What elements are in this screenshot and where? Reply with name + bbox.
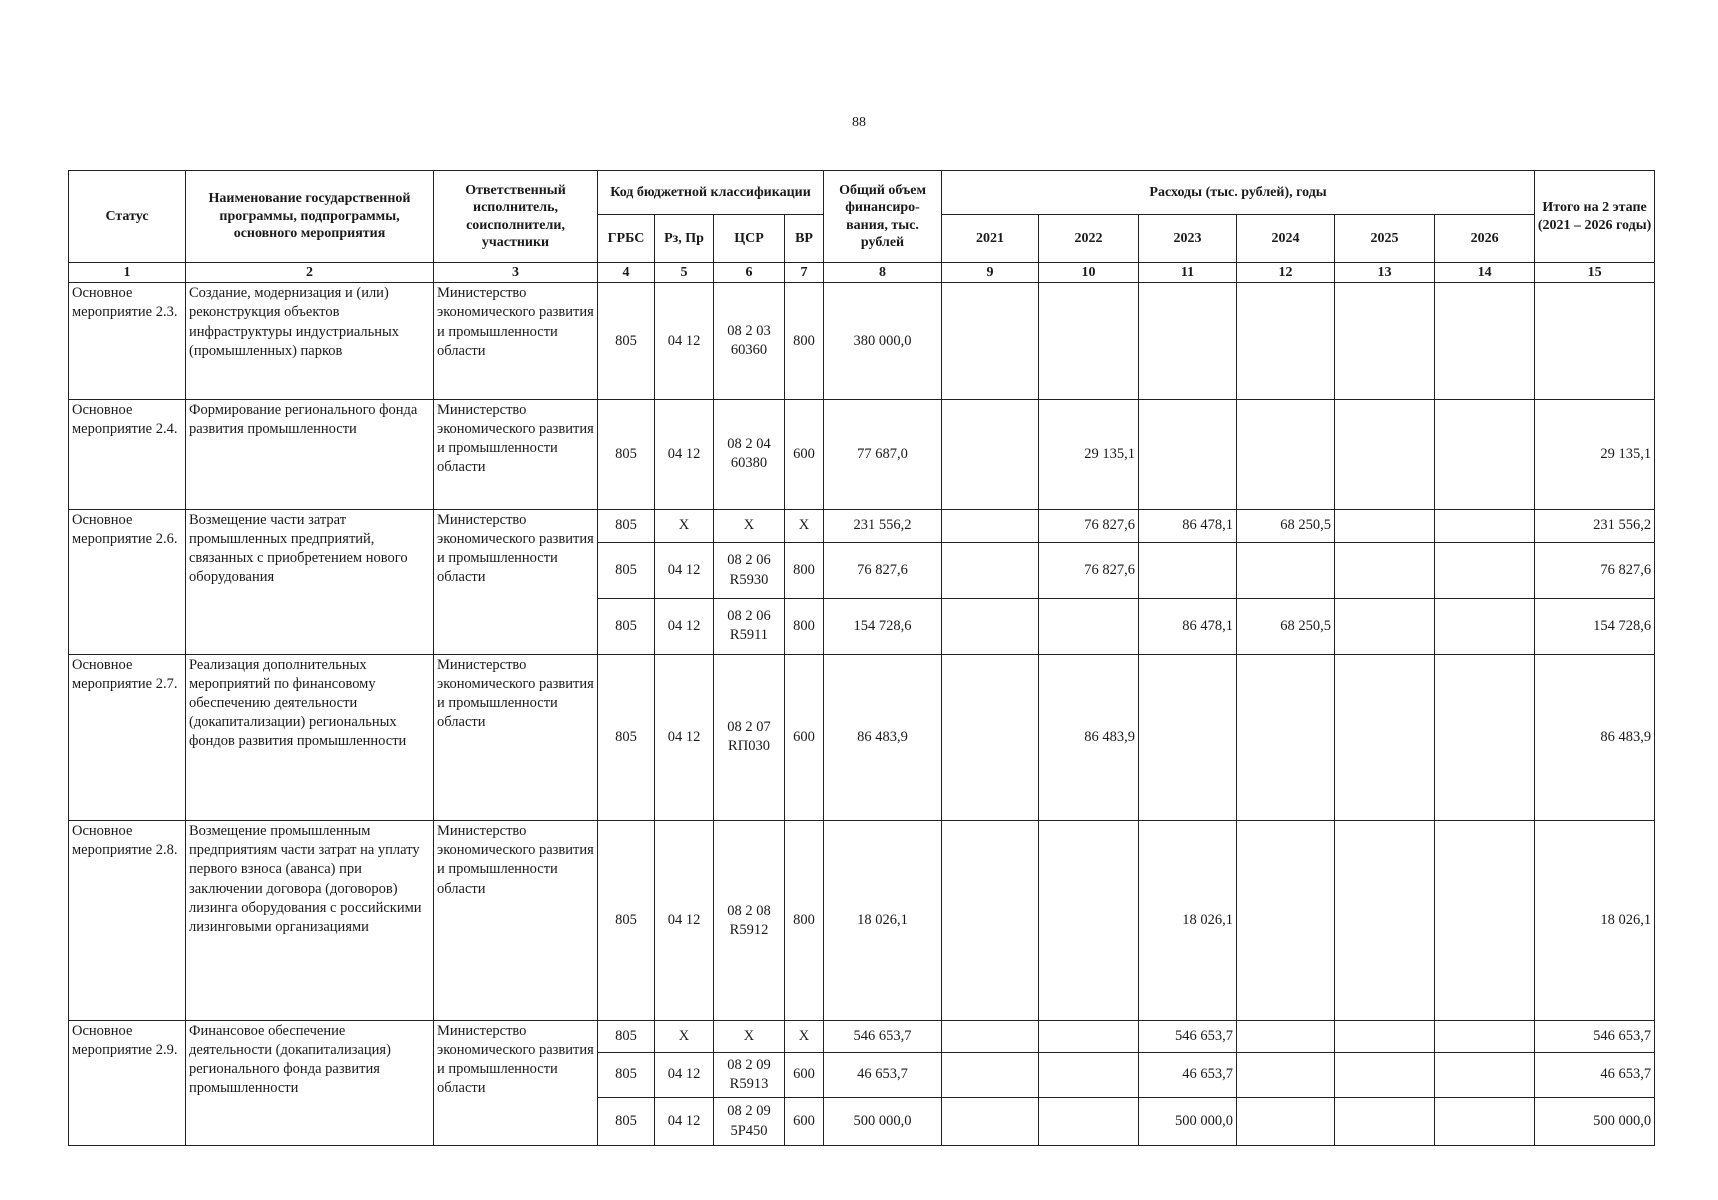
column-number: 11 xyxy=(1139,263,1237,283)
year-2026-cell xyxy=(1435,509,1535,542)
total-volume-cell: 77 687,0 xyxy=(824,400,942,510)
column-number: 6 xyxy=(714,263,785,283)
grbs-cell: 805 xyxy=(598,1052,655,1098)
column-number: 8 xyxy=(824,263,942,283)
table-row xyxy=(69,283,1655,400)
header-csr: ЦСР xyxy=(714,215,785,263)
column-number: 4 xyxy=(598,263,655,283)
year-2025-cell xyxy=(1335,1098,1435,1146)
year-2023-cell xyxy=(1139,654,1237,820)
year-2025-cell xyxy=(1335,283,1435,400)
program-name-cell: Финансовое обеспечение деятельности (докапитализация) регионального фонда развития промышленности xyxy=(186,1021,434,1146)
year-2021-cell xyxy=(942,283,1039,400)
year-2021-cell xyxy=(942,400,1039,510)
year-2026-cell xyxy=(1435,1098,1535,1146)
total-volume-cell: 46 653,7 xyxy=(824,1052,942,1098)
column-number: 14 xyxy=(1435,263,1535,283)
program-name-cell: Возмещение части затрат промышленных предприятий, связанных с приобретением нового оборудования xyxy=(186,509,434,654)
year-2025-cell xyxy=(1335,821,1435,1021)
year-2021-cell xyxy=(942,1021,1039,1052)
executor-cell: Министерство экономического развития и промышленности области xyxy=(434,509,598,654)
header-year-2021: 2021 xyxy=(942,215,1039,263)
year-2023-cell: 546 653,7 xyxy=(1139,1021,1237,1052)
year-2021-cell xyxy=(942,598,1039,654)
year-2024-cell xyxy=(1237,654,1335,820)
total-volume-cell: 500 000,0 xyxy=(824,1098,942,1146)
column-number: 13 xyxy=(1335,263,1435,283)
column-number: 3 xyxy=(434,263,598,283)
stage-total-cell: 76 827,6 xyxy=(1535,543,1655,599)
csr-cell: 08 2 08 R5912 xyxy=(714,821,785,1021)
status-cell: Основное мероприятие 2.8. xyxy=(69,821,186,1021)
executor-cell: Министерство экономического развития и промышленности области xyxy=(434,400,598,510)
total-volume-cell: 546 653,7 xyxy=(824,1021,942,1052)
stage-total-cell: 231 556,2 xyxy=(1535,509,1655,542)
rzpr-cell: 04 12 xyxy=(655,283,714,400)
year-2023-cell: 86 478,1 xyxy=(1139,509,1237,542)
year-2022-cell xyxy=(1039,598,1139,654)
program-name-cell: Возмещение промышленным предприятиям части затрат на уплату первого взноса (аванса) при заключении договора (договоров) лизинга оборудования с российскими лизинговыми организациями xyxy=(186,821,434,1021)
stage-total-cell: 46 653,7 xyxy=(1535,1052,1655,1098)
column-number-row xyxy=(69,263,1655,283)
year-2021-cell xyxy=(942,821,1039,1021)
year-2024-cell xyxy=(1237,1052,1335,1098)
year-2023-cell: 86 478,1 xyxy=(1139,598,1237,654)
status-cell: Основное мероприятие 2.9. xyxy=(69,1021,186,1146)
executor-cell: Министерство экономического развития и промышленности области xyxy=(434,821,598,1021)
year-2025-cell xyxy=(1335,543,1435,599)
year-2023-cell: 46 653,7 xyxy=(1139,1052,1237,1098)
year-2022-cell xyxy=(1039,1098,1139,1146)
column-number: 1 xyxy=(69,263,186,283)
page-number: 88 xyxy=(852,115,866,130)
year-2026-cell xyxy=(1435,400,1535,510)
grbs-cell: 805 xyxy=(598,654,655,820)
grbs-cell: 805 xyxy=(598,1021,655,1052)
column-number: 5 xyxy=(655,263,714,283)
status-cell: Основное мероприятие 2.3. xyxy=(69,283,186,400)
stage-total-cell: 86 483,9 xyxy=(1535,654,1655,820)
year-2024-cell xyxy=(1237,1021,1335,1052)
vr-cell: 600 xyxy=(785,400,824,510)
csr-cell: 08 2 04 60380 xyxy=(714,400,785,510)
column-number: 2 xyxy=(186,263,434,283)
csr-cell: 08 2 09 R5913 xyxy=(714,1052,785,1098)
vr-cell: 800 xyxy=(785,283,824,400)
year-2026-cell xyxy=(1435,821,1535,1021)
grbs-cell: 805 xyxy=(598,400,655,510)
year-2026-cell xyxy=(1435,543,1535,599)
column-number: 15 xyxy=(1535,263,1655,283)
year-2023-cell xyxy=(1139,283,1237,400)
year-2024-cell xyxy=(1237,543,1335,599)
year-2022-cell: 76 827,6 xyxy=(1039,543,1139,599)
year-2025-cell xyxy=(1335,1021,1435,1052)
table-row xyxy=(69,509,1655,542)
stage-total-cell xyxy=(1535,283,1655,400)
year-2021-cell xyxy=(942,543,1039,599)
rzpr-cell: Х xyxy=(655,1021,714,1052)
total-volume-cell: 76 827,6 xyxy=(824,543,942,599)
header-rzpr: Рз, Пр xyxy=(655,215,714,263)
total-volume-cell: 18 026,1 xyxy=(824,821,942,1021)
total-volume-cell: 86 483,9 xyxy=(824,654,942,820)
vr-cell: 800 xyxy=(785,821,824,1021)
year-2022-cell xyxy=(1039,1052,1139,1098)
csr-cell: Х xyxy=(714,1021,785,1052)
grbs-cell: 805 xyxy=(598,1098,655,1146)
header-grbs: ГРБС xyxy=(598,215,655,263)
year-2025-cell xyxy=(1335,400,1435,510)
year-2021-cell xyxy=(942,1052,1039,1098)
year-2026-cell xyxy=(1435,1052,1535,1098)
year-2025-cell xyxy=(1335,654,1435,820)
year-2024-cell xyxy=(1237,283,1335,400)
year-2022-cell xyxy=(1039,821,1139,1021)
rzpr-cell: 04 12 xyxy=(655,654,714,820)
header-year-2026: 2026 xyxy=(1435,215,1535,263)
rzpr-cell: 04 12 xyxy=(655,598,714,654)
table-row xyxy=(69,821,1655,1021)
header-stage-total: Итого на 2 этапе (2021 – 2026 годы) xyxy=(1535,171,1655,263)
header-vr: ВР xyxy=(785,215,824,263)
year-2023-cell xyxy=(1139,543,1237,599)
year-2025-cell xyxy=(1335,509,1435,542)
year-2024-cell xyxy=(1237,821,1335,1021)
year-2026-cell xyxy=(1435,598,1535,654)
grbs-cell: 805 xyxy=(598,821,655,1021)
year-2024-cell xyxy=(1237,400,1335,510)
year-2024-cell xyxy=(1237,1098,1335,1146)
stage-total-cell: 500 000,0 xyxy=(1535,1098,1655,1146)
header-year-2023: 2023 xyxy=(1139,215,1237,263)
column-number: 7 xyxy=(785,263,824,283)
year-2021-cell xyxy=(942,654,1039,820)
year-2023-cell: 500 000,0 xyxy=(1139,1098,1237,1146)
header-budget-code: Код бюджетной классификации xyxy=(598,171,824,215)
stage-total-cell: 154 728,6 xyxy=(1535,598,1655,654)
status-cell: Основное мероприятие 2.7. xyxy=(69,654,186,820)
csr-cell: Х xyxy=(714,509,785,542)
csr-cell: 08 2 06 R5930 xyxy=(714,543,785,599)
stage-total-cell: 18 026,1 xyxy=(1535,821,1655,1021)
csr-cell: 08 2 07 RП030 xyxy=(714,654,785,820)
year-2023-cell: 18 026,1 xyxy=(1139,821,1237,1021)
status-cell: Основное мероприятие 2.6. xyxy=(69,509,186,654)
year-2022-cell xyxy=(1039,283,1139,400)
status-cell: Основное мероприятие 2.4. xyxy=(69,400,186,510)
header-year-2025: 2025 xyxy=(1335,215,1435,263)
table-row xyxy=(69,654,1655,820)
year-2022-cell: 76 827,6 xyxy=(1039,509,1139,542)
year-2022-cell xyxy=(1039,1021,1139,1052)
program-name-cell: Реализация дополнительных мероприятий по финансовому обеспечению деятельности (докапитализации) региональных фондов развития промышленности xyxy=(186,654,434,820)
vr-cell: 600 xyxy=(785,654,824,820)
total-volume-cell: 380 000,0 xyxy=(824,283,942,400)
header-year-2024: 2024 xyxy=(1237,215,1335,263)
header-total-volume: Общий объем финансиро-вания, тыс. рублей xyxy=(824,171,942,263)
csr-cell: 08 2 03 60360 xyxy=(714,283,785,400)
executor-cell: Министерство экономического развития и промышленности области xyxy=(434,1021,598,1146)
program-name-cell: Формирование регионального фонда развития промышленности xyxy=(186,400,434,510)
vr-cell: 600 xyxy=(785,1098,824,1146)
vr-cell: Х xyxy=(785,509,824,542)
header-executor: Ответственный исполнитель, соисполнители, участники xyxy=(434,171,598,263)
total-volume-cell: 231 556,2 xyxy=(824,509,942,542)
header-program-name: Наименование государственной программы, подпрограммы, основного мероприятия xyxy=(186,171,434,263)
vr-cell: 800 xyxy=(785,598,824,654)
grbs-cell: 805 xyxy=(598,543,655,599)
stage-total-cell: 546 653,7 xyxy=(1535,1021,1655,1052)
year-2026-cell xyxy=(1435,283,1535,400)
rzpr-cell: 04 12 xyxy=(655,543,714,599)
column-number: 9 xyxy=(942,263,1039,283)
grbs-cell: 805 xyxy=(598,509,655,542)
year-2021-cell xyxy=(942,1098,1039,1146)
table-row xyxy=(69,1021,1655,1052)
table-body xyxy=(69,263,1655,1146)
grbs-cell: 805 xyxy=(598,598,655,654)
rzpr-cell: 04 12 xyxy=(655,400,714,510)
rzpr-cell: 04 12 xyxy=(655,821,714,1021)
year-2021-cell xyxy=(942,509,1039,542)
year-2025-cell xyxy=(1335,598,1435,654)
executor-cell: Министерство экономического развития и промышленности области xyxy=(434,283,598,400)
year-2026-cell xyxy=(1435,1021,1535,1052)
executor-cell: Министерство экономического развития и промышленности области xyxy=(434,654,598,820)
csr-cell: 08 2 06 R5911 xyxy=(714,598,785,654)
year-2026-cell xyxy=(1435,654,1535,820)
table-row xyxy=(69,400,1655,510)
rzpr-cell: Х xyxy=(655,509,714,542)
program-name-cell: Создание, модернизация и (или) реконструкция объектов инфраструктуры индустриальных (промышленных) парков xyxy=(186,283,434,400)
header-status: Статус xyxy=(69,171,186,263)
year-2024-cell: 68 250,5 xyxy=(1237,598,1335,654)
total-volume-cell: 154 728,6 xyxy=(824,598,942,654)
grbs-cell: 805 xyxy=(598,283,655,400)
rzpr-cell: 04 12 xyxy=(655,1098,714,1146)
year-2022-cell: 86 483,9 xyxy=(1039,654,1139,820)
rzpr-cell: 04 12 xyxy=(655,1052,714,1098)
budget-table xyxy=(68,170,1655,1146)
vr-cell: 600 xyxy=(785,1052,824,1098)
year-2025-cell xyxy=(1335,1052,1435,1098)
column-number: 12 xyxy=(1237,263,1335,283)
vr-cell: 800 xyxy=(785,543,824,599)
year-2022-cell: 29 135,1 xyxy=(1039,400,1139,510)
header-year-2022: 2022 xyxy=(1039,215,1139,263)
year-2023-cell xyxy=(1139,400,1237,510)
header-expenses: Расходы (тыс. рублей), годы xyxy=(942,171,1535,215)
column-number: 10 xyxy=(1039,263,1139,283)
stage-total-cell: 29 135,1 xyxy=(1535,400,1655,510)
year-2024-cell: 68 250,5 xyxy=(1237,509,1335,542)
csr-cell: 08 2 09 5P450 xyxy=(714,1098,785,1146)
vr-cell: Х xyxy=(785,1021,824,1052)
